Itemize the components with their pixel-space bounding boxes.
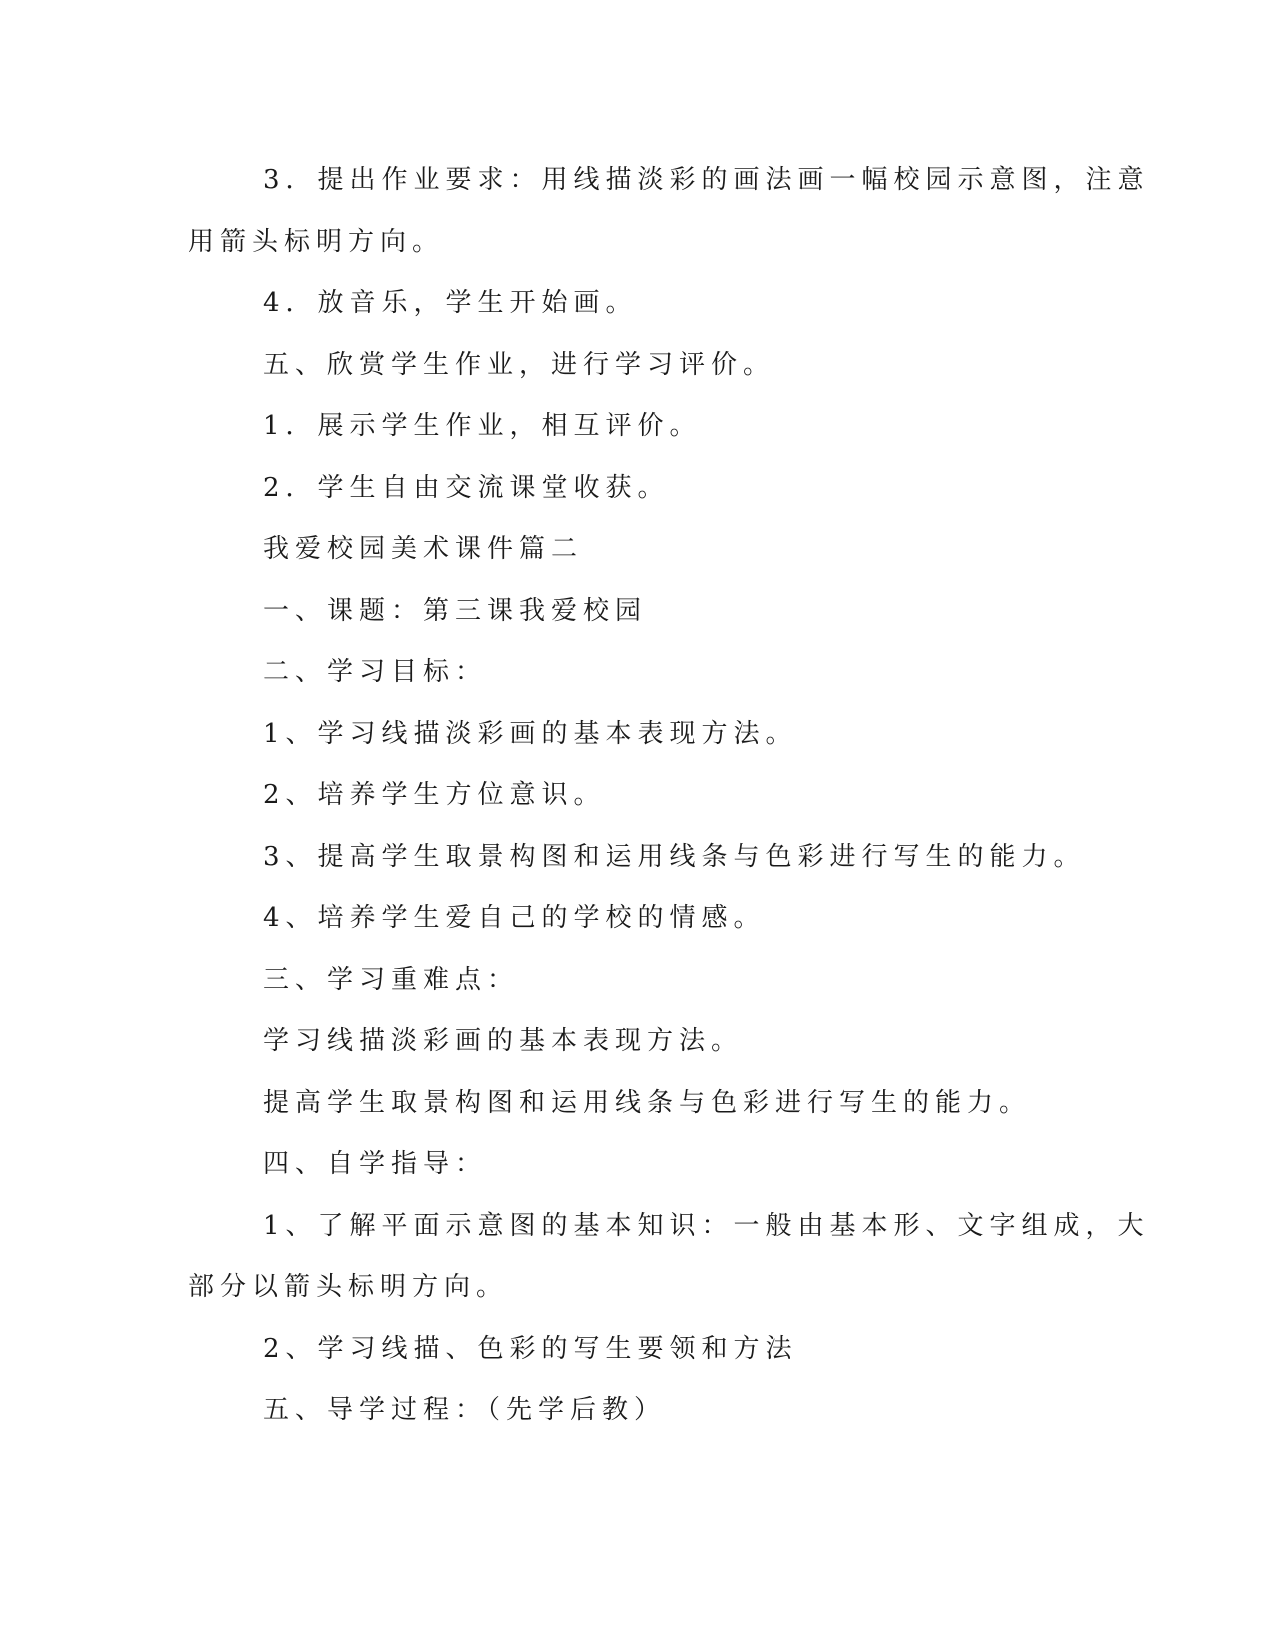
key-point-1: 学习线描淡彩画的基本表现方法。 xyxy=(263,1026,744,1056)
goal-item-1: 1、学习线描淡彩画的基本表现方法。 xyxy=(263,718,798,749)
self-study-item-2: 2、学习线描、色彩的写生要领和方法 xyxy=(263,1333,798,1364)
heading-key-points: 三、学习重难点： xyxy=(263,964,520,995)
heading-learning-goals: 二、学习目标： xyxy=(263,657,488,687)
goal-item-2: 2、培养学生方位意识。 xyxy=(263,780,606,810)
self-study-item-1: 1、了解平面示意图的基本知识：一般由基本形、文字组成，大 xyxy=(263,1210,1150,1241)
section-title-part-two: 我爱校园美术课件篇二 xyxy=(263,534,584,564)
self-study-item-1-cont: 部分以箭头标明方向。 xyxy=(188,1272,509,1302)
document-body xyxy=(188,150,1150,1442)
paragraph-homework-requirement-cont: 用箭头标明方向。 xyxy=(188,226,445,257)
heading-guided-process: 五、导学过程：（先学后教） xyxy=(263,1395,667,1425)
goal-item-4: 4、培养学生爱自己的学校的情感。 xyxy=(263,903,766,933)
heading-self-study: 四、自学指导： xyxy=(263,1149,488,1179)
paragraph-show-work: 1．展示学生作业，相互评价。 xyxy=(263,411,702,441)
paragraph-homework-requirement: 3．提出作业要求：用线描淡彩的画法画一幅校园示意图，注意 xyxy=(263,165,1150,195)
key-point-2: 提高学生取景构图和运用线条与色彩进行写生的能力。 xyxy=(263,1087,1032,1118)
heading-topic: 一、课题：第三课我爱校园 xyxy=(263,595,648,626)
heading-appreciate-work: 五、欣赏学生作业，进行学习评价。 xyxy=(263,349,776,380)
goal-item-3: 3、提高学生取景构图和运用线条与色彩进行写生的能力。 xyxy=(263,841,1086,872)
paragraph-play-music: 4．放音乐，学生开始画。 xyxy=(263,288,638,318)
paragraph-share-gains: 2．学生自由交流课堂收获。 xyxy=(263,472,670,503)
